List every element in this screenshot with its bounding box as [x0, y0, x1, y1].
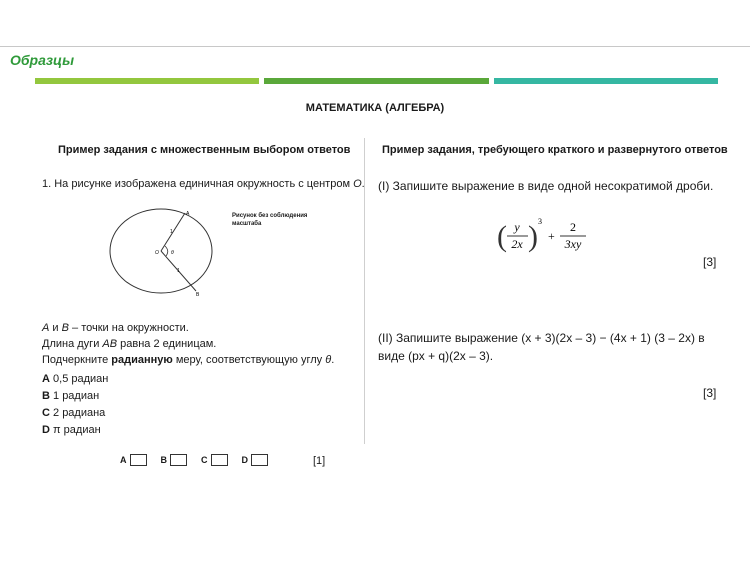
accent-bar-lime [35, 78, 259, 84]
svg-text:(: ( [497, 220, 507, 253]
plus-sign: + [548, 229, 555, 243]
denominator-2: 3xy [564, 237, 582, 251]
answer-box-row [120, 454, 282, 466]
fraction-formula [495, 214, 595, 260]
document-title: МАТЕМАТИКА (АЛГЕБРА) [305, 102, 445, 114]
theta-label: θ [171, 250, 174, 256]
points-line: A и B – точки на окружности. [42, 322, 189, 334]
unit-circle-diagram [108, 206, 218, 298]
right-column-heading: Пример задания, требующего краткого и развернутого ответов [382, 144, 728, 156]
option-a: A 0,5 радиан [42, 373, 109, 385]
point-a-label: A [186, 211, 190, 217]
exponent: 3 [538, 217, 542, 226]
center-o-label: O [155, 250, 159, 256]
option-d: D π радиан [42, 424, 101, 436]
radius-oa [161, 213, 185, 251]
question-part-1: (I) Запишите выражение в виде одной несократимой дроби. [378, 179, 714, 193]
accent-bar-teal [494, 78, 718, 84]
option-b: B 1 радиан [42, 390, 100, 402]
answer-option-c[interactable]: C [201, 454, 228, 466]
left-column-heading: Пример задания с множественным выбором ответов [58, 144, 351, 156]
answer-option-d[interactable]: D [242, 454, 269, 466]
angle-arc [165, 246, 168, 256]
left-mark: [1] [313, 455, 326, 467]
numerator-1: y [514, 220, 520, 234]
question-part-2-line-2: виде (px + q)(2x – 3). [378, 349, 494, 363]
answer-option-a[interactable]: A [120, 454, 147, 466]
section-title: Образцы [10, 52, 75, 68]
top-rule [0, 46, 750, 47]
numerator-2: 2 [570, 220, 576, 234]
figure-note: Рисунок без соблюдения масштаба [232, 213, 308, 227]
checkbox-d[interactable] [251, 454, 268, 466]
question-1: 1. На рисунке изображена единичная окружность с центром O. [42, 178, 365, 190]
right-mark-1: [3] [703, 255, 717, 269]
checkbox-a[interactable] [130, 454, 147, 466]
denominator-1: 2x [511, 237, 523, 251]
checkbox-b[interactable] [170, 454, 187, 466]
accent-bar-green [264, 78, 489, 84]
option-c: C 2 радиана [42, 407, 106, 419]
instruction-line: Подчеркните радианную меру, соответствующую углу θ. [42, 354, 335, 366]
point-b-label: B [196, 292, 200, 298]
checkbox-c[interactable] [211, 454, 228, 466]
svg-text:): ) [528, 220, 538, 253]
right-mark-2: [3] [703, 386, 717, 400]
arc-length-line: Длина дуги AB равна 2 единицам. [42, 338, 217, 350]
question-part-2-line-1: (II) Запишите выражение (x + 3)(2x – 3) − (4x + 1) (3 – 2x) в [378, 331, 705, 345]
answer-option-b[interactable]: B [161, 454, 188, 466]
radius-2-label: 1 [177, 268, 180, 274]
radius-1-label: 1 [170, 229, 173, 235]
